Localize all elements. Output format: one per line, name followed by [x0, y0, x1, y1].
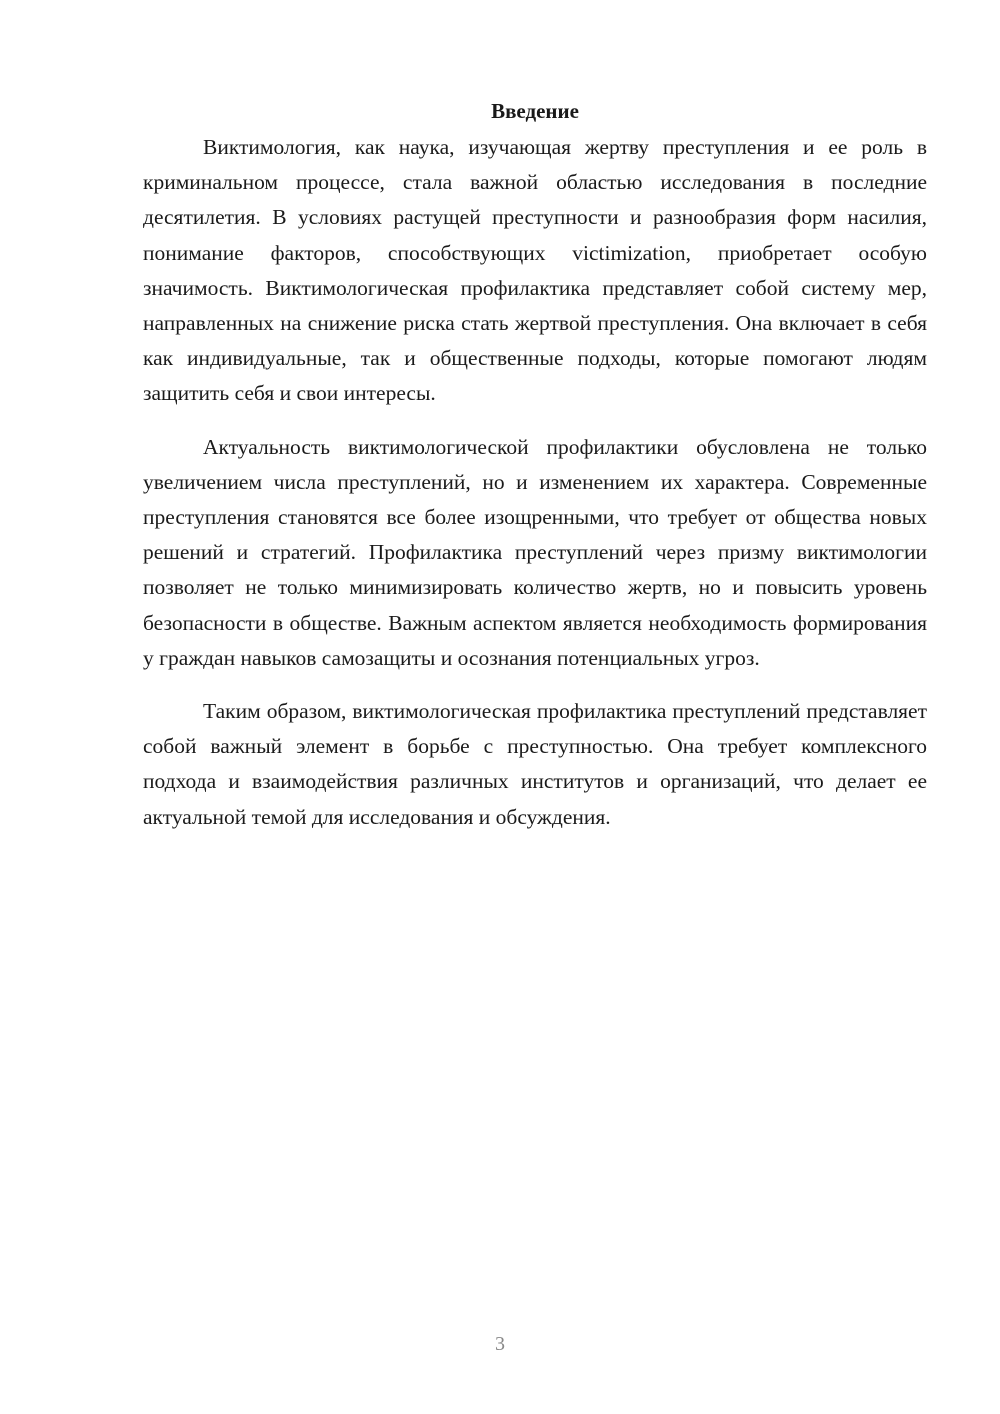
paragraph-3: Таким образом, виктимологическая профилактика преступлений представляет собой важный элемент в борьбе с преступностью. Она требует комплексного подхода и взаимодействия различных институтов и организаций, что делает ее актуальной темой для исследования и обсуждения. — [143, 699, 927, 829]
paragraph-2: Актуальность виктимологической профилактики обусловлена не только увеличением числа преступлений, но и изменением их характера. Современные преступления становятся все более изощренными, что требует от общества новых решений и стратегий. Профилактика преступлений через призму виктимологии позволяет не только минимизировать количество жертв, но и повысить уровень безопасности в обществе. Важным аспектом является необходимость формирования у граждан навыков самозащиты и осознания потенциальных угроз. — [143, 434, 927, 670]
page-content — [143, 96, 927, 853]
paragraph-1: Виктимология, как наука, изучающая жертву преступления и ее роль в криминальном процессе, стала важной областью исследования в последние десятилетия. В условиях растущей преступности и разнообразия форм насилия, понимание факторов, способствующих victimization, приобретает особую значимость. Виктимологическая профилактика представляет собой систему мер, направленных на снижение риска стать жертвой преступления. Она включает в себя как индивидуальные, так и общественные подходы, которые помогают людям защитить себя и свои интересы. — [143, 135, 927, 406]
section-title: Введение — [491, 99, 579, 123]
page-number: 3 — [495, 1333, 505, 1355]
